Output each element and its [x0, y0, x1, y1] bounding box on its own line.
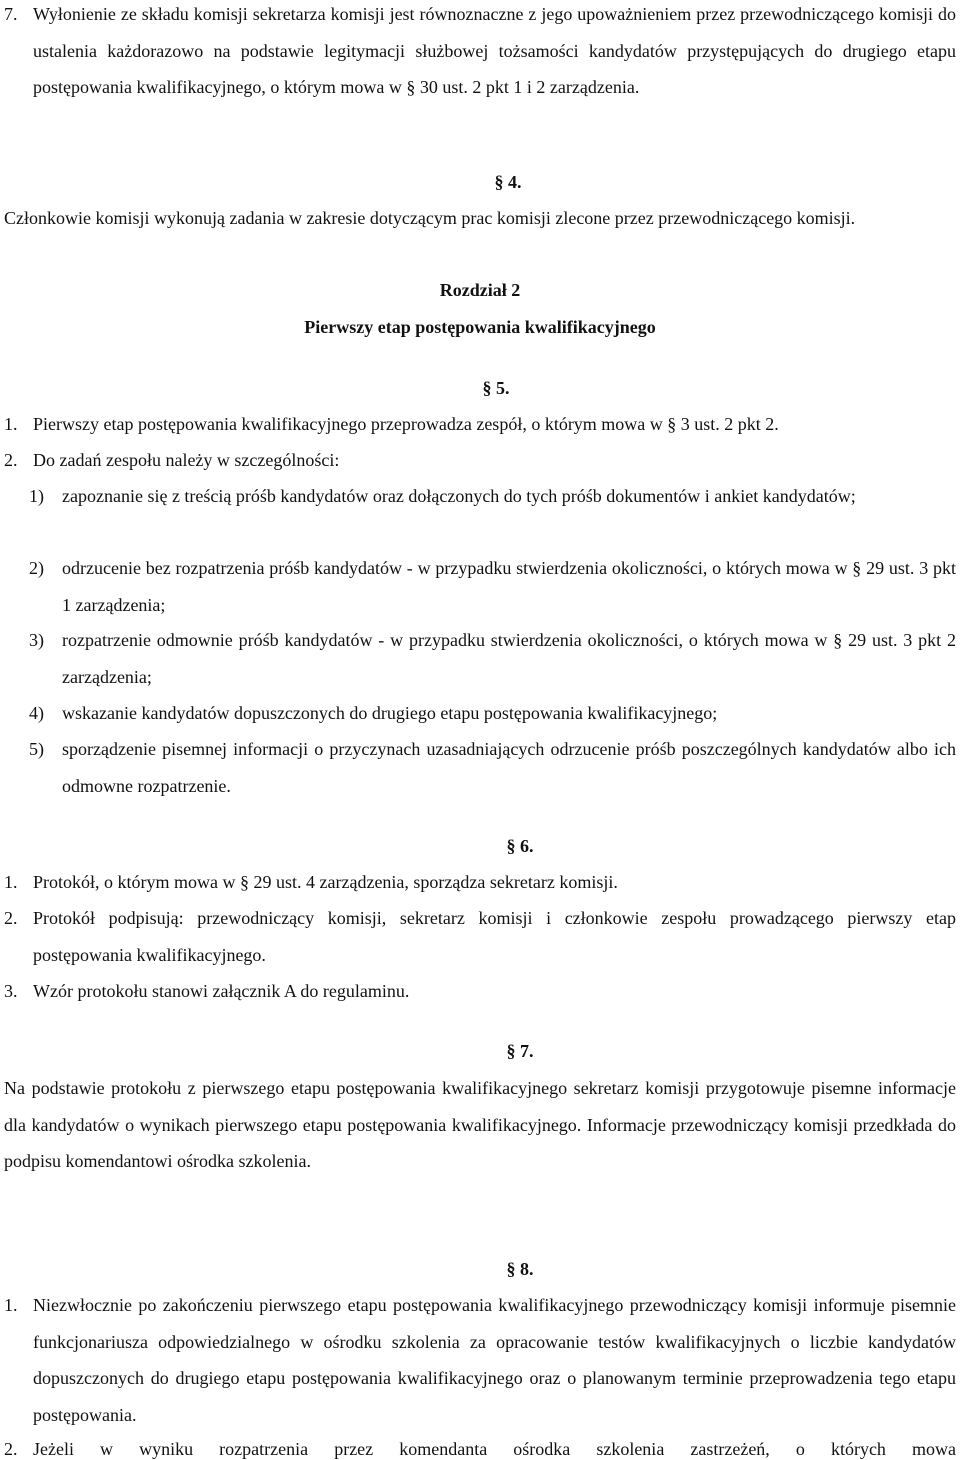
section-8-point: [4, 1431, 956, 1460]
section-5-heading: § 5.: [482, 378, 510, 398]
point-number: 3.: [4, 981, 18, 1001]
item-text: rozpatrzenie odmownie próśb kandydatów - w przypadku stwierdzenia okoliczności, o których mowa w § 29 ust. 3 pkt 2 zarządzenia;: [62, 630, 956, 687]
point-text: Protokół podpisują: przewodniczący komisji, sekretarz komisji i członkowie zespołu prowadzącego pierwszy etap postępowania kwalifikacyjnego.: [33, 908, 956, 965]
point-number: 1.: [4, 1295, 18, 1315]
item-text: sporządzenie pisemnej informacji o przyczynach uzasadniających odrzucenie próśb poszczególnych kandydatów albo ich odmowne rozpatrzenie.: [62, 739, 956, 796]
item-text: zapoznanie się z treścią próśb kandydatów oraz dołączonych do tych próśb dokumentów i ankiet kandydatów;: [62, 486, 856, 506]
point-number: 2.: [4, 1439, 18, 1459]
section-5-point-1: [4, 406, 956, 443]
point-number: 2.: [4, 908, 18, 928]
section-8-heading: § 8.: [506, 1259, 534, 1279]
paragraph-text: Wyłonienie ze składu komisji sekretarza komisji jest równoznaczne z jego upoważnieniem przez przewodniczącego komisji do ustalenia każdorazowo na podstawie legitymacji służbowej tożsamości kandydatów przystępujących do drugiego etapu postępowania kwalifikacyjnego, o którym mowa w § 30 ust. 2 pkt 1 i 2 zarządzenia.: [33, 4, 956, 97]
chapter-subtitle: Pierwszy etap postępowania kwalifikacyjnego: [304, 317, 656, 337]
section-7-heading: § 7.: [506, 1041, 534, 1061]
list-item: [29, 622, 956, 695]
section-5-point-2: [4, 442, 956, 479]
point-number: 1.: [4, 872, 18, 892]
item-text: odrzucenie bez rozpatrzenia próśb kandydatów - w przypadku stwierdzenia okoliczności, o których mowa w § 29 ust. 3 pkt 1 zarządzenia;: [62, 558, 956, 615]
point-text: Do zadań zespołu należy w szczególności:: [33, 450, 340, 470]
section-8-point: [4, 1287, 956, 1433]
point-text: Jeżeli w wyniku rozpatrzenia przez komendanta ośrodka szkolenia zastrzeżeń, o których mowa: [33, 1439, 956, 1459]
section-6-heading: § 6.: [506, 836, 534, 856]
point-number: 1.: [4, 414, 18, 434]
point-number: 2.: [4, 450, 18, 470]
item-number: 1): [29, 486, 44, 506]
list-item: [29, 478, 956, 515]
paragraph-7: [4, 0, 956, 106]
section-7-text: Na podstawie protokołu z pierwszego etapu postępowania kwalifikacyjnego sekretarz komisji przygotowuje pisemne informacje dla kandydatów o wynikach pierwszego etapu postępowania kwalifikacyjnego. Informacje przewodniczący komisji przedkłada do podpisu komendantowi ośrodka szkolenia.: [4, 1078, 956, 1171]
point-text: Niezwłocznie po zakończeniu pierwszego etapu postępowania kwalifikacyjnego przewodniczący komisji informuje pisemnie funkcjonariusza odpowiedzialnego w ośrodku szkolenia za opracowanie testów kwalifikacyjnych o liczbie kandydatów dopuszczonych do drugiego etapu postępowania kwalifikacyjnego oraz o planowanym terminie przeprowadzenia tego etapu postępowania.: [33, 1295, 956, 1425]
section-4-heading: § 4.: [494, 172, 522, 192]
list-item: [29, 731, 956, 804]
item-number: 2): [29, 558, 44, 578]
section-6-point: [4, 864, 956, 901]
section-6-point: [4, 973, 956, 1010]
point-text: Wzór protokołu stanowi załącznik A do regulaminu.: [33, 981, 410, 1001]
list-item: [29, 695, 956, 732]
item-number: 5): [29, 739, 44, 759]
point-text: Protokół, o którym mowa w § 29 ust. 4 zarządzenia, sporządza sekretarz komisji.: [33, 872, 618, 892]
point-text: Pierwszy etap postępowania kwalifikacyjnego przeprowadza zespół, o którym mowa w § 3 ust. 2 pkt 2.: [33, 414, 779, 434]
item-text: wskazanie kandydatów dopuszczonych do drugiego etapu postępowania kwalifikacyjnego;: [62, 703, 718, 723]
paragraph-number: 7.: [4, 4, 18, 24]
section-4-text: Członkowie komisji wykonują zadania w zakresie dotyczącym prac komisji zlecone przez przewodniczącego komisji.: [4, 208, 856, 228]
chapter-title: Rozdział 2: [439, 280, 521, 300]
item-number: 3): [29, 630, 44, 650]
section-6-point: [4, 900, 956, 973]
item-number: 4): [29, 703, 44, 723]
list-item: [29, 550, 956, 623]
